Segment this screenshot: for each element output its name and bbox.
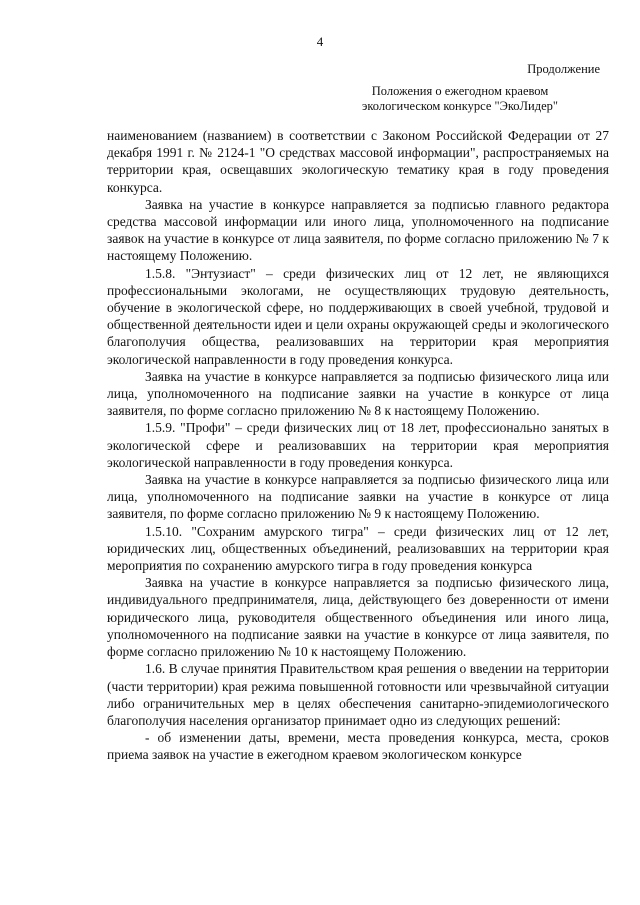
page-number: 4 [316, 34, 324, 49]
continuation-label: Продолжение [527, 62, 600, 76]
header-title-line-1: Положения о ежегодном краевом [371, 84, 549, 98]
paragraph-enthusiast-application: Заявка на участие в конкурсе направляется за подписью физического лица или лица, уполномоченного на подписание заявки на участие в конкурсе от лица заявителя, по форме согласно приложению № 8 к настоящему Положению. [107, 368, 609, 419]
paragraph-enthusiast-nomination: 1.5.8. "Энтузиаст" – среди физических лиц от 12 лет, не являющихся профессиональными экологами, не осуществляющих трудовую деятельность, обучение в экологической сфере, но поддерживающих в своей учебной, трудовой и общественной деятельности идеи и цели охраны окружающей среды и экологического благополучия общества, реализовавших на территории края мероприятия экологической направленности в году проведения конкурса. [107, 265, 609, 367]
paragraph-profi-application: Заявка на участие в конкурсе направляется за подписью физического лица или лица, уполномоченного на подписание заявки на участие в конкурсе от лица заявителя, по форме согласно приложению № 9 к настоящему Положению. [107, 472, 609, 522]
document-body [107, 127, 609, 764]
header-title-line-2: экологическом конкурсе "ЭкоЛидер" [362, 99, 558, 113]
paragraph-emergency-clause: 1.6. В случае принятия Правительством края решения о введении на территории (части территории) края режима повышенной готовности или чрезвычайной ситуации либо ограничительных мер в целях обеспечения санитарно-эпидемиологического благополучия населения организатор принимает одно из следующих решений: [107, 661, 609, 728]
paragraph-media-continuation: наименованием (названием) в соответствии с Законом Российской Федерации от 27 декабря 1991 г. № 2124-1 "О средствах массовой информации", распространяемых на территории края, освещавших экологическую тематику края в году проведения конкурса. [107, 128, 609, 195]
paragraph-decision-option: - об изменении даты, времени, места проведения конкурса, места, сроков приема заявок на участие в ежегодном краевом экологическом конкурсе [107, 730, 609, 763]
paragraph-tiger-application: Заявка на участие в конкурсе направляется за подписью физического лица, индивидуального предпринимателя, лица, действующего без доверенности от имени юридического лица, руководителя общественного объединения или иного лица, уполномоченного на подписание заявки на участие в конкурсе от лица заявителя, по форме согласно приложению № 10 к настоящему Положению. [107, 575, 609, 660]
paragraph-profi-nomination: 1.5.9. "Профи" – среди физических лиц от 18 лет, профессионально занятых в экологической сфере и реализовавших на территории края мероприятия экологической направленности в году проведения конкурса. [107, 420, 609, 470]
paragraph-media-application: Заявка на участие в конкурсе направляется за подписью главного редактора средства массовой информации или иного лица, уполномоченного на подписание заявок на участие в конкурсе от лица заявителя, по форме согласно приложению № 7 к настоящему Положению. [107, 196, 609, 264]
document-header [310, 84, 610, 114]
paragraph-tiger-nomination: 1.5.10. "Сохраним амурского тигра" – среди физических лиц от 12 лет, юридических лиц, общественных объединений, реализовавших на территории края мероприятия по сохранению амурского тигра в году проведения конкурса [107, 523, 609, 574]
